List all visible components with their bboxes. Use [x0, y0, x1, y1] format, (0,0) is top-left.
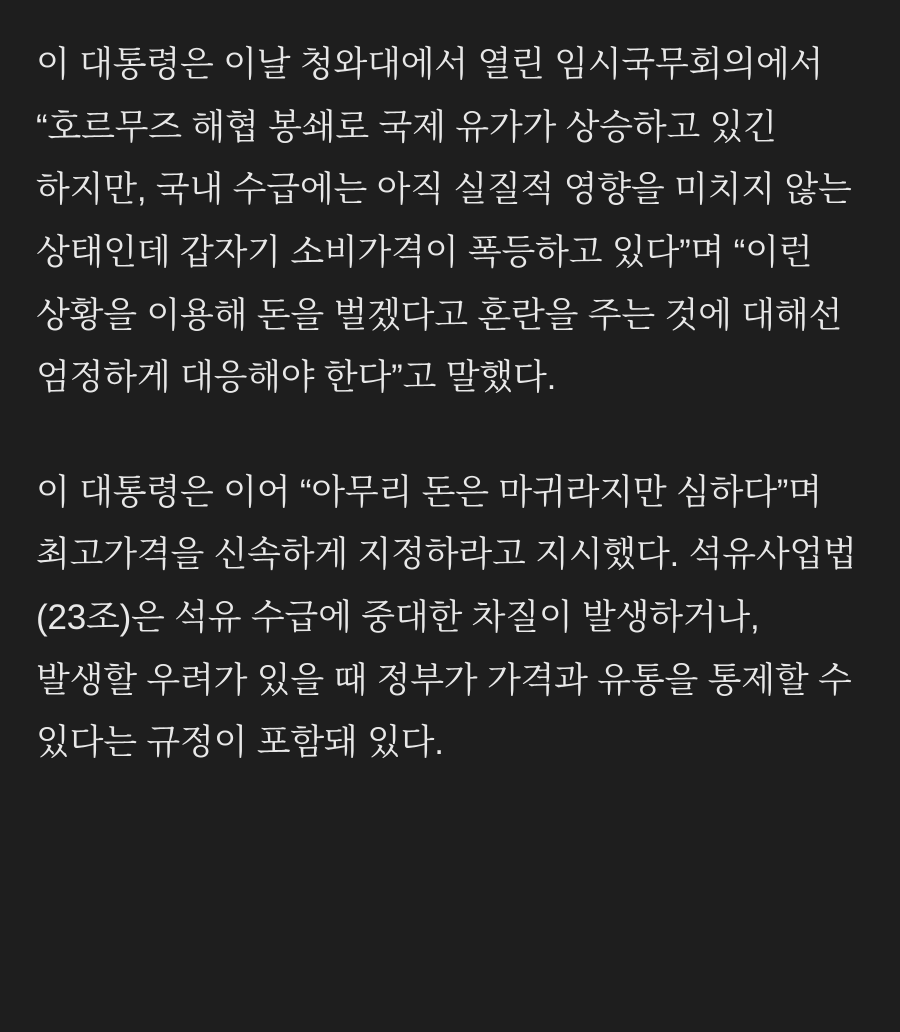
article-paragraph-1: 이 대통령은 이날 청와대에서 열린 임시국무회의에서 “호르무즈 해협 봉쇄로 국제 유가가 상승하고 있긴 하지만, 국내 수급에는 아직 실질적 영향을 미치지 않는 상태인데 갑자기 소비가격이 폭등하고 있다”며 “이런 상황을 이용해 돈을 벌겠다고 혼란을 주는 것에 대해선 엄정하게 대응해야 한다”고 말했다.: [36, 45, 852, 398]
article-paragraph-2: 이 대통령은 이어 “아무리 돈은 마귀라지만 심하다”며 최고가격을 신속하게 지정하라고 지시했다. 석유사업법(23조)은 석유 수급에 중대한 차질이 발생하거나, 발생할 우려가 있을 때 정부가 가격과 유통을 통제할 수 있다는 규정이 포함돼 있다.: [36, 472, 857, 763]
